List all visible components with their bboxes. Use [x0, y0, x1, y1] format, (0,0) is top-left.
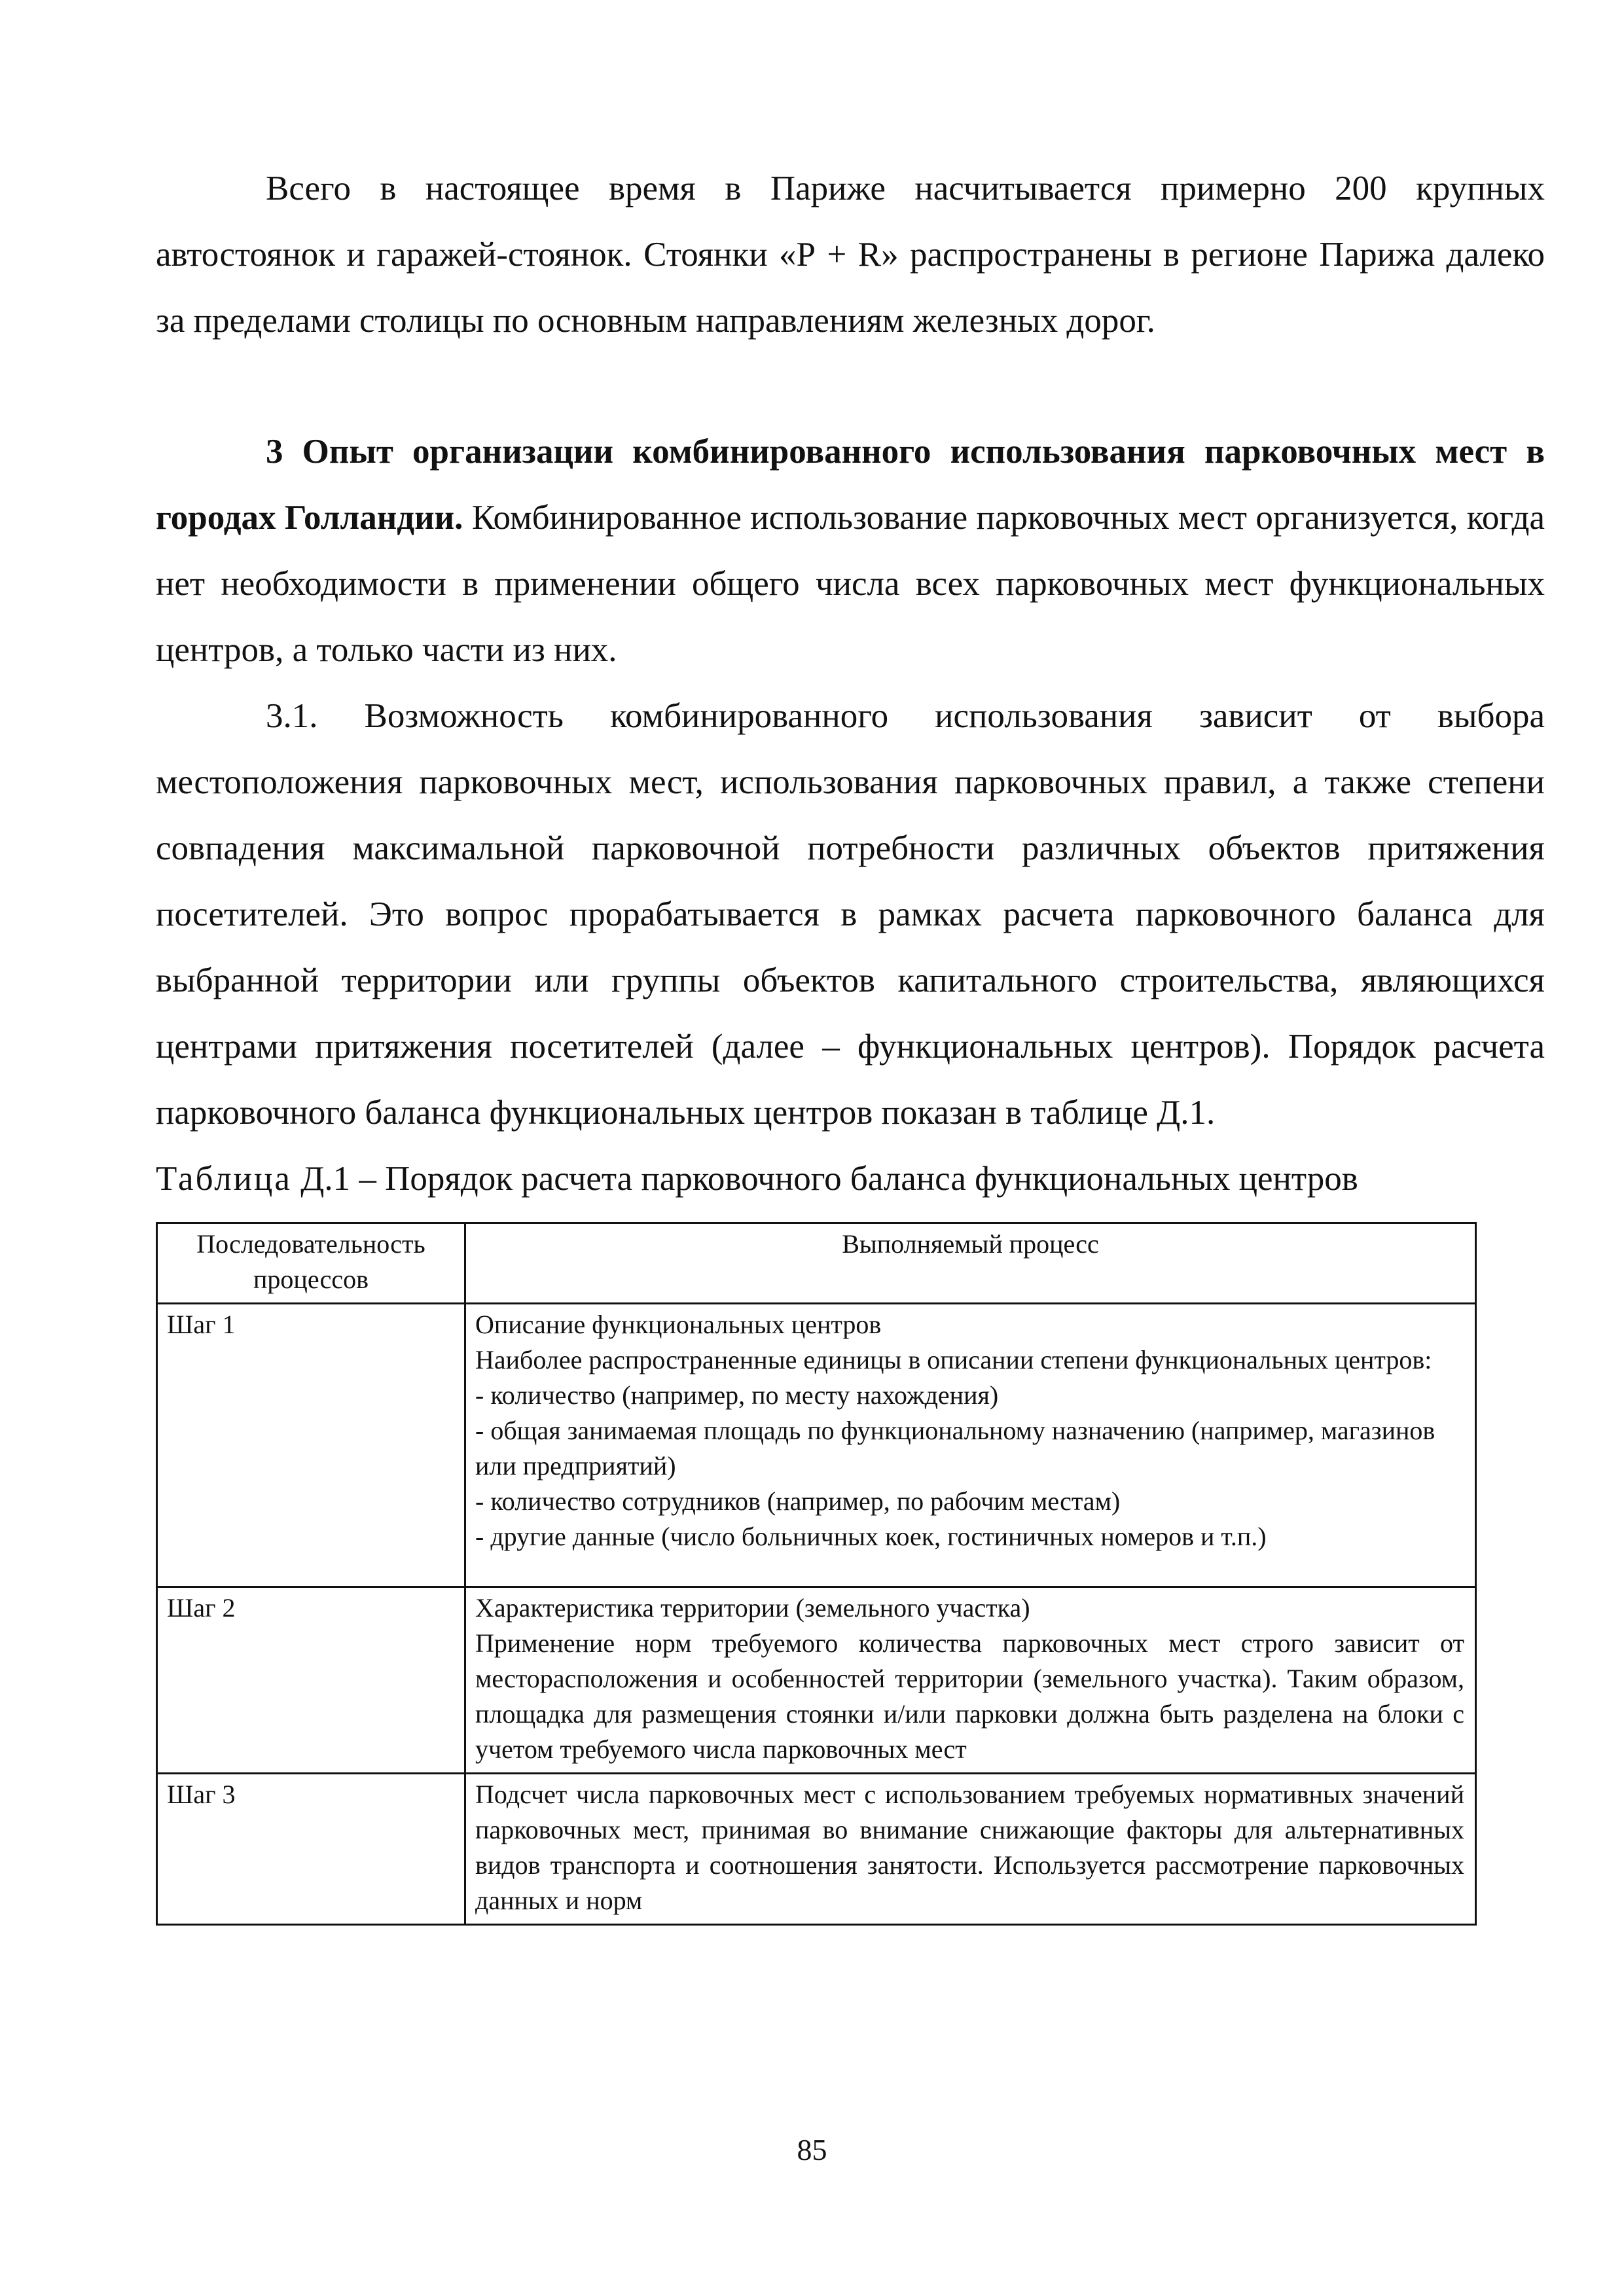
cell-spacer — [475, 1554, 1464, 1581]
page-number: 85 — [797, 2133, 827, 2166]
step-cell: Шаг 2 — [157, 1587, 465, 1774]
table-row — [157, 1587, 1476, 1774]
table-caption-label: Таблица — [156, 1160, 292, 1198]
paragraph-3-1: 3.1. Возможность комбинированного использования зависит от выбора местоположения парковочных мест, использования парковочных правил, а также степени совпадения максимальной парковочной потребности различных объектов притяжения посетителей. Это вопрос прорабатывается в рамках расчета парковочного баланса для выбранной территории или группы объектов капитального строительства, являющихся центрами притяжения посетителей (далее – функциональных центров). Порядок расчета парковочного баланса функциональных центров показан в таблице Д.1. — [156, 697, 1545, 1132]
header-process: Выполняемый процесс — [465, 1223, 1476, 1304]
process-line: - другие данные (число больничных коек, гостиничных номеров и т.п.) — [475, 1522, 1267, 1551]
table-row — [157, 1304, 1476, 1587]
process-title: Характеристика территории (земельного участка) — [475, 1593, 1030, 1623]
step-cell: Шаг 1 — [157, 1304, 465, 1587]
paragraph-paris-parking: Всего в настоящее время в Париже насчитывается примерно 200 крупных автостоянок и гаражей-стоянок. Стоянки «Р + R» распространены в регионе Парижа далеко за пределами столицы по основным направлениям железных дорог. — [156, 170, 1545, 340]
process-cell — [465, 1774, 1476, 1925]
header-sequence: Последовательность процессов — [157, 1223, 465, 1304]
table-caption — [156, 1146, 1545, 1212]
table-row — [157, 1774, 1476, 1925]
process-table — [156, 1222, 1477, 1926]
table-caption-text: Д.1 – Порядок расчета парковочного баланса функциональных центров — [291, 1160, 1358, 1198]
process-line: Описание функциональных центров — [475, 1310, 882, 1339]
step-cell: Шаг 3 — [157, 1774, 465, 1925]
process-cell — [465, 1304, 1476, 1587]
section-heading: 3 Опыт организации комбинированного использования парковочных мест в городах Голландии. — [156, 433, 1545, 537]
process-line: - общая занимаемая площадь по функциональному назначению (например, магазинов или предприятий) — [475, 1416, 1435, 1480]
process-line: - количество (например, по месту нахождения) — [475, 1380, 999, 1410]
process-line: Наиболее распространенные единицы в описании степени функциональных центров: — [475, 1345, 1432, 1374]
document-page — [156, 156, 1545, 1926]
table-header-row — [157, 1223, 1476, 1304]
process-text: Подсчет числа парковочных мест с использованием требуемых нормативных значений парковочных мест, принимая во внимание снижающие факторы для альтернативных видов транспорта и соотношения занятости. Используется рассмотрение парковочных данных и норм — [475, 1780, 1464, 1915]
process-line: - количество сотрудников (например, по рабочим местам) — [475, 1486, 1121, 1516]
section-3-paragraph — [156, 419, 1545, 683]
process-text: Применение норм требуемого количества парковочных мест строго зависит от месторасположения и особенностей территории (земельного участка). Таким образом, площадка для размещения стоянки и/или парковки должна быть разделена на блоки с учетом требуемого числа парковочных мест — [475, 1628, 1464, 1764]
section-text: Комбинированное использование парковочных мест организуется, когда нет необходимости в применении общего числа всех парковочных мест функциональных центров, а только части из них. — [156, 499, 1545, 669]
process-cell — [465, 1587, 1476, 1774]
